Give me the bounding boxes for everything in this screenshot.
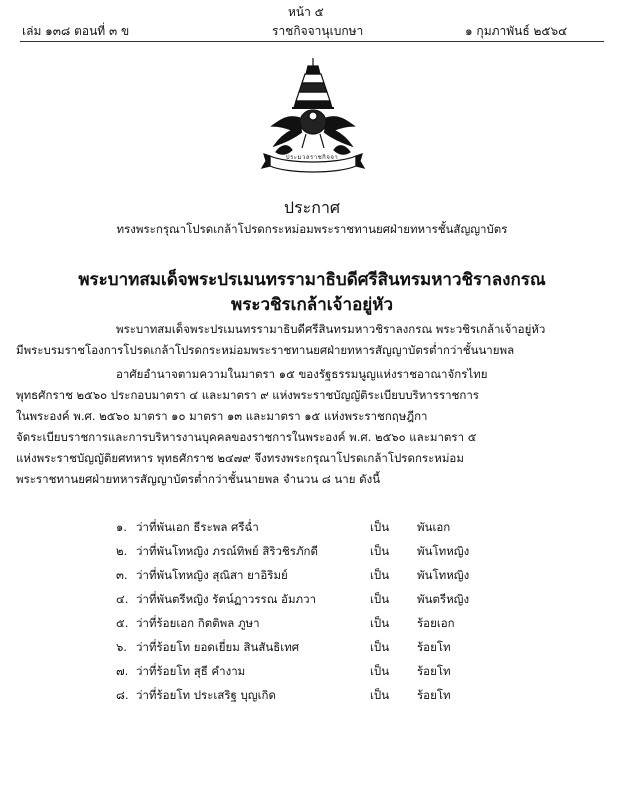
appointment-verb: เป็น	[370, 520, 390, 534]
appointee-name: ว่าที่พันเอก ธีระพล ศรีฉ่ำ	[136, 520, 259, 534]
paragraph-line: พระราชทานยศฝ่ายทหารสัญญาบัตรต่ำกว่าชั้นนายพล จำนวน ๘ นาย ดังนี้	[16, 472, 381, 486]
appointment-number: ๖.	[116, 640, 127, 654]
appointment-number: ๘.	[116, 688, 129, 702]
appointee-name: ว่าที่ร้อยโท สุธี คำงาม	[136, 664, 246, 678]
appointment-number: ๑.	[116, 520, 127, 534]
paragraph-line: จัดระเบียบราชการและการบริหารงานบุคคลของราชการในพระองค์ พ.ศ. ๒๕๖๐ และมาตรา ๕	[16, 430, 477, 444]
gazette-title: ราชกิจจานุเบกษา	[272, 24, 364, 38]
appointment-verb: เป็น	[370, 688, 390, 702]
paragraph-line: แห่งพระราชบัญญัติยศทหาร พุทธศักราช ๒๔๗๙ จึงทรงพระกรุณาโปรดเกล้าโปรดกระหม่อม	[16, 451, 464, 465]
appointed-rank: พันโทหญิง	[417, 568, 470, 582]
appointee-name: ว่าที่พันตรีหญิง รัตน์ฏาวรรณ อัมภวา	[136, 592, 317, 606]
appointment-verb: เป็น	[370, 568, 390, 582]
paragraph-line: พุทธศักราช ๒๕๖๐ ประกอบมาตรา ๔ และมาตรา ๙ แห่งพระราชบัญญัติระเบียบบริหารราชการ	[16, 388, 479, 402]
paragraph-royal-command	[16, 319, 584, 361]
paragraph-line: ในพระองค์ พ.ศ. ๒๕๖๐ มาตรา ๑๐ มาตรา ๑๓ และมาตรา ๑๕ แห่งพระราชกฤษฎีกา	[16, 409, 428, 423]
paragraph-legal-basis	[16, 364, 584, 490]
appointment-number: ๕.	[116, 616, 129, 630]
appointment-verb: เป็น	[370, 544, 390, 558]
appointment-verb: เป็น	[370, 616, 390, 630]
appointment-row	[116, 639, 586, 663]
appointment-number: ๒.	[116, 544, 128, 558]
paragraph-line: พระบาทสมเด็จพระปรเมนทรรามาธิบดีศรีสินทรมหาวชิราลงกรณ พระวชิรเกล้าเจ้าอยู่หัว	[116, 322, 546, 336]
appointment-row	[116, 567, 586, 591]
appointed-rank: ร้อยโท	[417, 688, 451, 702]
header-rule	[20, 41, 604, 42]
appointment-row	[116, 615, 586, 639]
emblem-ribbon-text: ประมวลราชกิจจา	[285, 154, 339, 161]
appointment-row	[116, 543, 586, 567]
appointed-rank: พันตรีหญิง	[417, 592, 470, 606]
appointment-row	[116, 663, 586, 687]
appointee-name: ว่าที่พันโทหญิง ภรณ์ทิพย์ สิริวชิรภักดี	[136, 544, 318, 558]
appointed-rank: ร้อยโท	[417, 664, 451, 678]
appointment-row	[116, 687, 586, 711]
appointed-rank: พันเอก	[417, 520, 451, 534]
volume-issue: เล่ม ๑๓๘ ตอนที่ ๓ ข	[22, 24, 130, 38]
announcement-subtitle: ทรงพระกรุณาโปรดเกล้าโปรดกระหม่อมพระราชทานยศฝ่ายทหารชั้นสัญญาบัตร	[116, 222, 508, 236]
appointed-rank: ร้อยโท	[417, 640, 451, 654]
announcement-title: ประกาศ	[283, 198, 341, 217]
appointee-name: ว่าที่พันโทหญิง สุณิสา ยาอิริมย์	[136, 568, 288, 582]
appointment-number: ๓.	[116, 568, 128, 582]
appointee-name: ว่าที่ร้อยโท ยอดเยี่ยม สินสันธิเทศ	[136, 640, 300, 654]
king-name-line1: พระบาทสมเด็จพระปรเมนทรรามาธิบดีศรีสินทรมหาวชิราลงกรณ	[78, 270, 546, 290]
appointment-verb: เป็น	[370, 664, 390, 678]
king-name-line2: พระวชิรเกล้าเจ้าอยู่หัว	[231, 295, 393, 315]
publication-date: ๑ กุมภาพันธ์ ๒๕๖๔	[465, 24, 568, 38]
paragraph-line: อาศัยอำนาจตามความในมาตรา ๑๕ ของรัฐธรรมนูญแห่งราชอาณาจักรไทย	[116, 367, 488, 381]
appointment-row	[116, 591, 586, 615]
appointment-verb: เป็น	[370, 640, 390, 654]
appointment-number: ๗.	[116, 664, 129, 678]
appointed-rank: ร้อยเอก	[417, 616, 455, 630]
appointee-name: ว่าที่ร้อยโท ประเสริฐ บุญเกิด	[136, 688, 276, 702]
page-number: หน้า ๕	[288, 5, 324, 19]
appointee-name: ว่าที่ร้อยเอก กิตติพล ภูษา	[136, 616, 260, 630]
appointment-verb: เป็น	[370, 592, 390, 606]
appointed-rank: พันโทหญิง	[417, 544, 470, 558]
appointment-list	[116, 519, 586, 711]
paragraph-line: มีพระบรมราชโองการโปรดเกล้าโปรดกระหม่อมพระราชทานยศฝ่ายทหารสัญญาบัตรต่ำกว่าชั้นนายพล	[16, 343, 515, 357]
appointment-row	[116, 519, 586, 543]
appointment-number: ๔.	[116, 592, 129, 606]
